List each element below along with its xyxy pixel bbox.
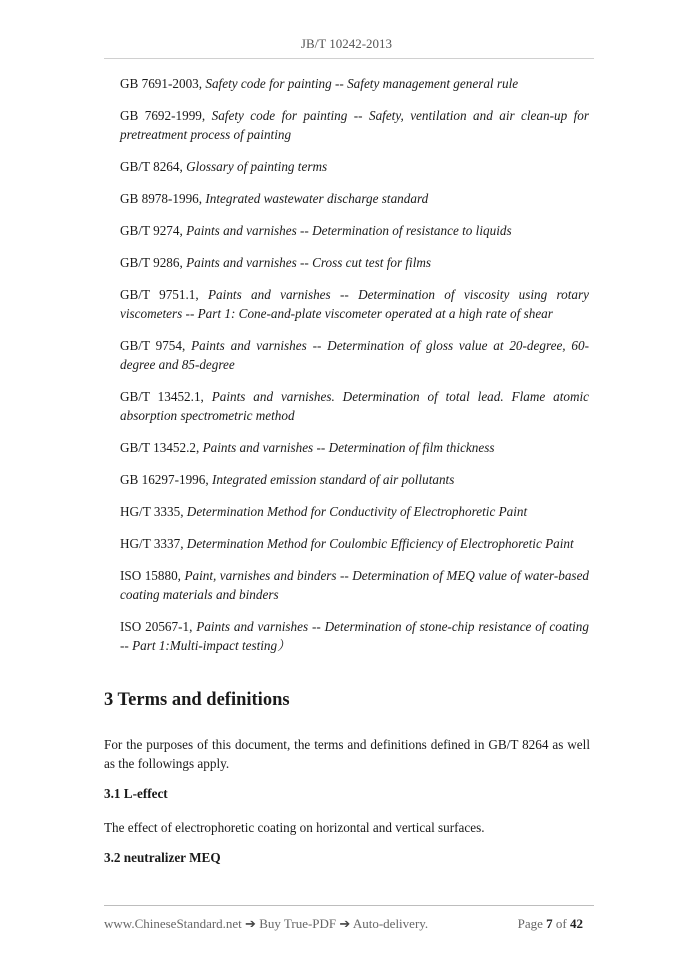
page-number [518, 916, 583, 932]
running-header: JB/T 10242-2013 [300, 36, 393, 51]
reference-item [120, 502, 589, 521]
reference-code: GB/T 13452.1, [120, 389, 212, 404]
section-heading: 3 Terms and definitions [104, 690, 290, 710]
reference-code: GB 16297-1996, [120, 472, 212, 487]
reference-title: Paints and varnishes. Determination of total lead. Flame atomic absorption spectrometric method [120, 389, 589, 423]
reference-title: Determination Method for Conductivity of Electrophoretic Paint [186, 504, 528, 519]
reference-title: Paints and varnishes -- Determination of gloss value at 20-degree, 60-degree and 85-degree [120, 338, 589, 372]
reference-title: Determination Method for Coulombic Efficiency of Electrophoretic Paint [186, 536, 574, 551]
header-divider [104, 58, 594, 59]
footer-links [104, 916, 428, 932]
reference-item [120, 106, 589, 144]
reference-title: Safety code for painting -- Safety management general rule [205, 76, 519, 91]
reference-title: Paints and varnishes -- Determination of resistance to liquids [186, 223, 512, 238]
reference-title: Integrated emission standard of air pollutants [211, 472, 455, 487]
reference-code: ISO 20567-1, [120, 619, 197, 634]
reference-item [120, 157, 589, 176]
reference-code: GB/T 13452.2, [120, 440, 203, 455]
term-title: 3.2 neutralizer MEQ [104, 850, 221, 865]
reference-item [120, 253, 589, 272]
reference-code: HG/T 3335, [120, 504, 187, 519]
reference-code: GB/T 9274, [120, 223, 187, 238]
reference-title: Integrated wastewater discharge standard [205, 191, 429, 206]
reference-code: GB 8978-1996, [120, 191, 206, 206]
of-label: of [552, 916, 570, 931]
reference-code: ISO 15880, [120, 568, 185, 583]
reference-item [120, 617, 589, 655]
normative-references-list [120, 74, 589, 668]
reference-code: HG/T 3337, [120, 536, 187, 551]
reference-item [120, 470, 589, 489]
reference-code: GB/T 9286, [120, 255, 187, 270]
reference-item [120, 438, 589, 457]
reference-code: GB/T 9754, [120, 338, 192, 353]
footer-divider [104, 905, 594, 906]
buy-link[interactable]: Buy True-PDF [255, 916, 340, 931]
page-label: Page [517, 916, 547, 931]
reference-item [120, 74, 589, 93]
reference-item [120, 221, 589, 240]
reference-title: Paint, varnishes and binders -- Determination of MEQ value of water-based coating materials and binders [120, 568, 590, 602]
reference-title: Paints and varnishes -- Cross cut test for films [186, 255, 432, 270]
reference-title: Paints and varnishes -- Determination of stone-chip resistance of coating -- Part 1:Multi-impact testing） [120, 619, 589, 653]
reference-item [120, 534, 589, 553]
reference-code: GB 7692-1999, [120, 108, 212, 123]
section-intro: For the purposes of this document, the terms and definitions defined in GB/T 8264 as well as the followings apply. [104, 737, 590, 771]
reference-item [120, 285, 589, 323]
current-page: 7 [546, 916, 553, 931]
reference-title: Paints and varnishes -- Determination of viscosity using rotary viscometers -- Part 1: Cone-and-plate viscometer operated at a high rate of shear [120, 287, 589, 321]
term-definition: The effect of electrophoretic coating on horizontal and vertical surfaces. [104, 820, 485, 835]
reference-item [120, 189, 589, 208]
reference-title: Safety code for painting -- Safety, ventilation and air clean-up for pretreatment process of painting [120, 108, 589, 142]
reference-item [120, 387, 589, 425]
reference-item [120, 566, 589, 604]
reference-item [120, 336, 589, 374]
reference-code: GB 7691-2003, [120, 76, 206, 91]
delivery-text: Auto-delivery. [350, 916, 429, 931]
reference-title: Glossary of painting terms [186, 159, 328, 174]
arrow-right-icon: ➔ [245, 916, 256, 931]
reference-title: Paints and varnishes -- Determination of film thickness [202, 440, 495, 455]
reference-code: GB/T 8264, [120, 159, 187, 174]
reference-code: GB/T 9751.1, [120, 287, 208, 302]
term-title: 3.1 L-effect [104, 786, 168, 801]
arrow-right-icon: ➔ [339, 916, 351, 931]
site-link[interactable]: www.ChineseStandard.net [104, 916, 242, 931]
total-pages: 42 [570, 916, 583, 931]
